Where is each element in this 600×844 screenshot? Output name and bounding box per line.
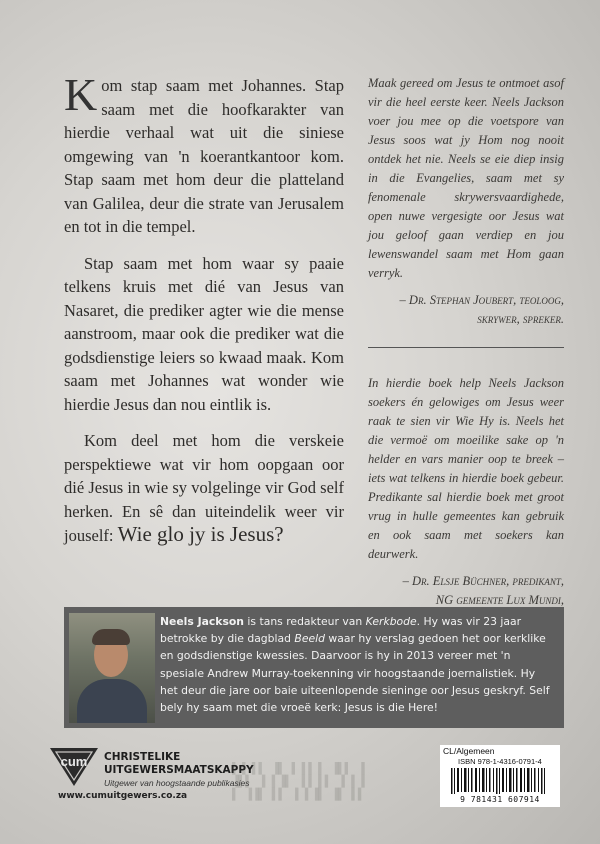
endorsement-2-quote: In hierdie boek help Neels Jackson soekers én gelowiges om Jesus weer raak te sien vir Wie Hy is. Neels het die vermoë om moeilike sake op 'n helder en vars manier oop te breek – iets wat telkens in hierdie boek gebeur. Predikante sal hierdie boek met groot vrug in hulle gemeentes kan gebruik en ook saam met soekers kan deurwerk. xyxy=(368,376,564,561)
blurb-p1-text: om stap saam met Johannes. Stap saam met die hoofkarakter van hierdie verhaal wat uit die siniese omgewing van 'n koerantkantoor kom. Stap saam met hom deur die platteland van Galilea, deur die strate van Jerusalem en tot in die tempel. xyxy=(64,76,344,236)
publisher-tagline: Uitgewer van hoogstaande publikasies xyxy=(104,778,250,788)
publisher-logo-icon xyxy=(48,744,100,788)
blurb-paragraph-2: Stap saam met hom waar sy paaie telkens kruis met dié van Jesus van Nasaret, die prediker agter wie die mense aanstroom, maar ook die prediker wat die godsdienstige leiers so kwaad maak. Kom saam met Johannes wat wonder wie hierdie Jesus dan nou eintlik is. xyxy=(64,253,344,414)
blurb-p3-text: Kom deel met hom die verskeie perspektiewe wat vir hom oopgaan oor dié Jesus in wie sy volgelinge vir God self herken. En sê dan uiteindelik weer vir jouself: xyxy=(64,431,344,545)
author-bio-box xyxy=(64,607,564,728)
author-name: Neels Jackson xyxy=(160,615,244,628)
blurb-paragraph-1 xyxy=(64,69,344,239)
publisher-url: www.cumuitgewers.co.za xyxy=(58,791,188,801)
barcode-category: CL/Algemeen xyxy=(443,746,495,756)
endorsement-2-attr-line1: – Dr. Elsje Büchner, predikant, xyxy=(402,574,564,588)
author-bio-text: Neels Jackson is tans redakteur van Kerkbode. Hy was vir 23 jaar betrokke by die dagblad Beeld waar hy verslag gedoen het oor kerklike en godsdienstige kwessies. Daarvoor is hy in 2013 vereer met 'n spesiale Andrew Murray-toekenning vir hoogstaande joernalistiek. Hy het deur die jare oor baie uiteenlopende sieninge oor Jesus geskryf. Self bely hy saam met die vroeë kerk: Jesus is die Here! xyxy=(160,615,550,715)
endorsements-column xyxy=(365,74,564,629)
publication-kerkbode: Kerkbode xyxy=(365,615,417,628)
svg-text:cum: cum xyxy=(60,754,88,769)
endorsement-1-attr-line1: – Dr. Stephan Joubert, teoloog, xyxy=(399,293,564,307)
drop-cap: K xyxy=(64,69,98,120)
endorsement-2-attr-line2: NG gemeente Lux Mundi, xyxy=(435,593,564,607)
endorsement-1-attr-line2: skrywer, spreker. xyxy=(477,312,564,326)
author-photo xyxy=(69,613,155,723)
blurb-column xyxy=(64,69,344,561)
publisher-name: CHRISTELIKE UITGEWERSMAATSKAPPY xyxy=(104,751,254,776)
endorsement-1-attribution xyxy=(368,291,564,329)
barcode-icon xyxy=(443,768,557,794)
barcode-isbn: ISBN 978-1-4316-0791-4 xyxy=(458,757,542,766)
publication-beeld: Beeld xyxy=(294,632,325,646)
background-texture: ▌▐ ▌▌ ▐▌ ▌▐▐ ▌ ▐▌▌ ▐ ▐▌▌ ▐ ▌▐▌ ▐▐ ▌▌ ▐ ▌▐ ▌ ▐▐▌ ▌▌ ▐ ▌▐▌ ▐▌ ▌▌ xyxy=(232,762,365,801)
endorsement-divider xyxy=(368,347,564,348)
barcode-label xyxy=(440,745,560,807)
barcode-digits: 9 781431 607914 xyxy=(460,795,540,804)
newsprint-texture-top xyxy=(0,0,600,70)
endorsement-1-quote: Maak gereed om Jesus te ontmoet asof vir die heel eerste keer. Neels Jackson voer jou mee op die voetspore van Jesus soos wat jy Hom nog nooit ontdek het nie. Neels se eie diep insig in die Evangelies, saam met sy fenomenale skrywersvaardighede, open nuwe vergesigte oor Jesus wat jou geloof gaan verdiep en jou lewenswandel saam met Hom gaan verryk. xyxy=(368,76,564,280)
blurb-question: Wie glo jy is Jesus? xyxy=(117,522,284,546)
blurb-paragraph-3 xyxy=(64,429,344,548)
